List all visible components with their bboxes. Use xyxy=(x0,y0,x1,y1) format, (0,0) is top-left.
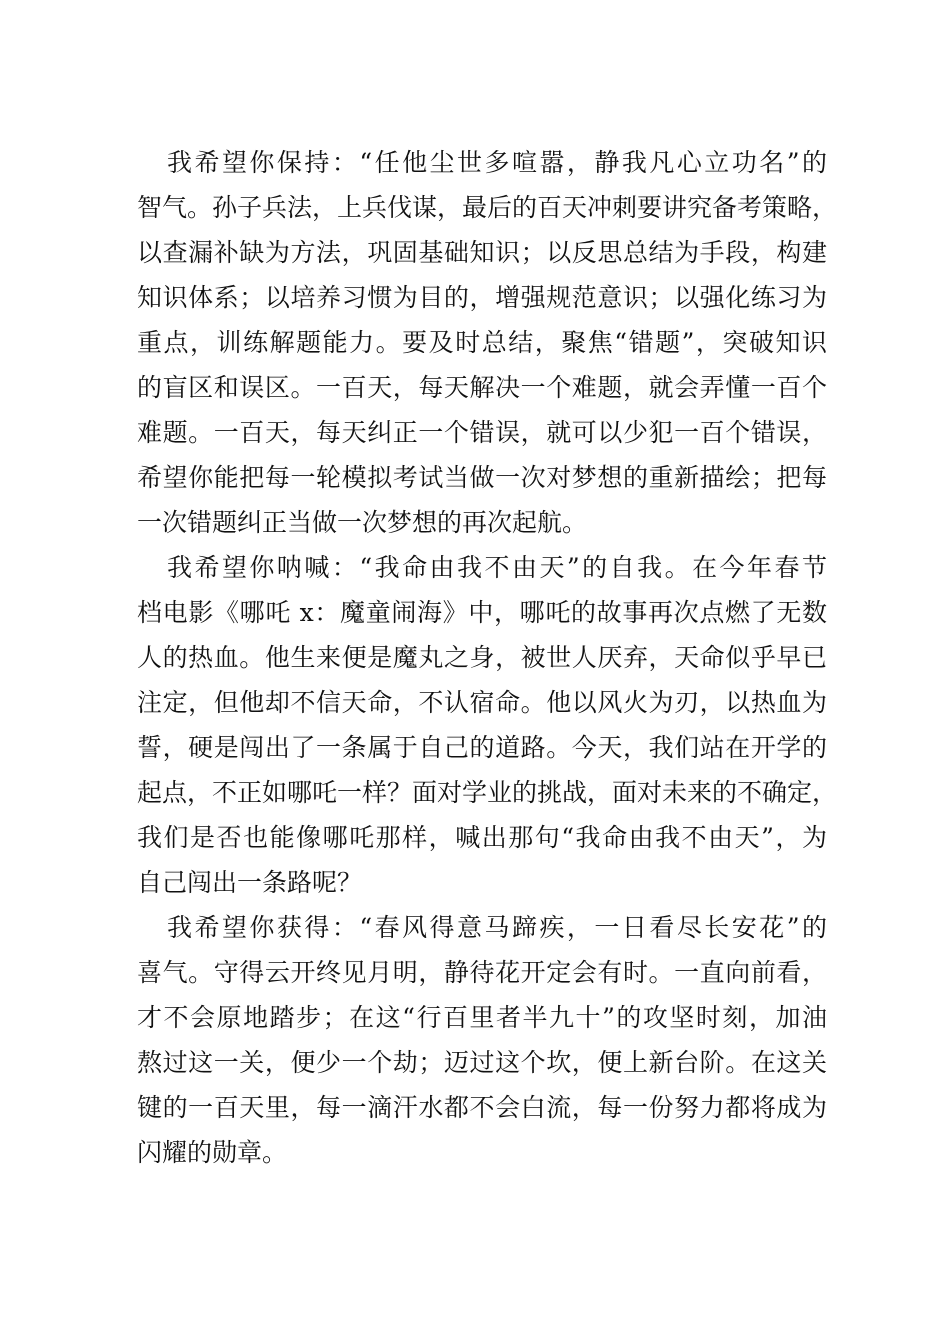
paragraph-1-line-6: 的盲区和误区。一百天，每天解决一个难题，就会弄懂一百个 xyxy=(137,373,827,402)
paragraph-2-line-4: 注定，但他却不信天命，不认宿命。他以风火为刃，以热血为 xyxy=(137,688,827,717)
paragraph-3-line-4: 熬过这一关，便少一个劫；迈过这个坎，便上新台阶。在这关 xyxy=(137,1048,827,1077)
paragraph-1-line-5: 重点，训练解题能力。要及时总结，聚焦“错题”，突破知识 xyxy=(137,328,827,357)
paragraph-1-line-7: 难题。一百天，每天纠正一个错误，就可以少犯一百个错误， xyxy=(137,418,827,447)
paragraph-2-line-3: 人的热血。他生来便是魔丸之身，被世人厌弃，天命似乎早已 xyxy=(137,643,827,672)
paragraph-1-line-4: 知识体系；以培养习惯为目的，增强规范意识；以强化练习为 xyxy=(137,283,827,312)
paragraph-1-line-8: 希望你能把每一轮模拟考试当做一次对梦想的重新描绘；把每 xyxy=(137,463,827,492)
paragraph-2-line-7: 我们是否也能像哪吒那样，喊出那句“我命由我不由天”，为 xyxy=(137,823,827,852)
paragraph-3-line-5: 键的一百天里，每一滴汗水都不会白流，每一份努力都将成为 xyxy=(137,1093,827,1122)
paragraph-1-line-3: 以查漏补缺为方法，巩固基础知识；以反思总结为手段，构建 xyxy=(137,238,827,267)
paragraph-1-line-1: 我希望你保持：“任他尘世多喧嚣，静我凡心立功名”的 xyxy=(167,148,827,177)
paragraph-2-line-1: 我希望你呐喊：“我命由我不由天”的自我。在今年春节 xyxy=(167,553,827,582)
paragraph-3-line-3: 才不会原地踏步；在这“行百里者半九十”的攻坚时刻，加油 xyxy=(137,1003,827,1032)
paragraph-3-line-1: 我希望你获得：“春风得意马蹄疾，一日看尽长安花”的 xyxy=(167,913,827,942)
paragraph-3-line-2: 喜气。守得云开终见月明，静待花开定会有时。一直向前看， xyxy=(137,958,827,987)
paragraph-1-line-9: 一次错题纠正当做一次梦想的再次起航。 xyxy=(137,508,588,537)
paragraph-2-line-5: 誓，硬是闯出了一条属于自己的道路。今天，我们站在开学的 xyxy=(137,733,827,762)
paragraph-2-line-2: 档电影《哪吒 x：魔童闹海》中，哪吒的故事再次点燃了无数 xyxy=(137,598,827,627)
paragraph-2-line-6: 起点，不正如哪吒一样？面对学业的挑战，面对未来的不确定， xyxy=(137,778,838,807)
body-text xyxy=(137,140,838,1175)
paragraph-2-line-8: 自己闯出一条路呢？ xyxy=(137,868,363,897)
paragraph-3-line-6: 闪耀的勋章。 xyxy=(137,1138,288,1167)
paragraph-1-line-2: 智气。孙子兵法，上兵伐谋，最后的百天冲刺要讲究备考策略， xyxy=(137,193,838,222)
